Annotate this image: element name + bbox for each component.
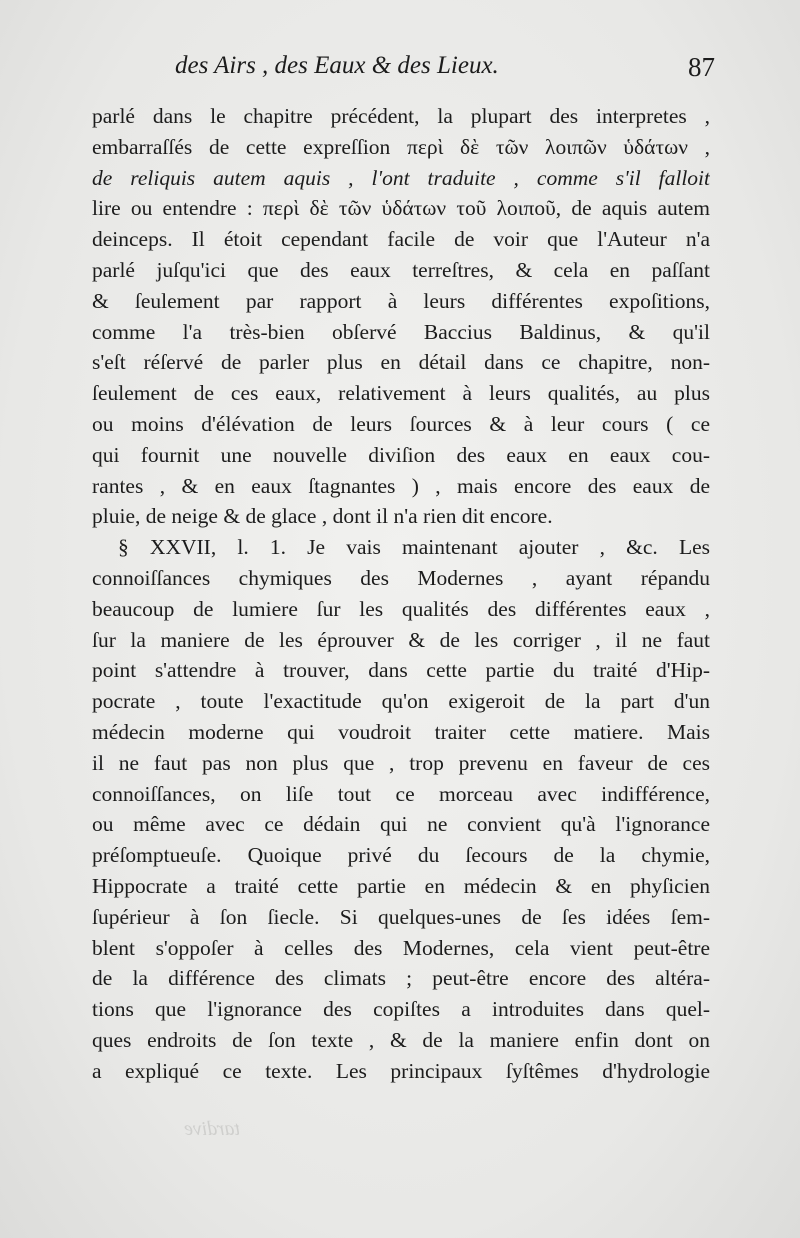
text-line: deinceps. Il étoit cependant facile de voir que l'Auteur n'a <box>92 227 710 252</box>
text-line: ſupérieur à ſon ſiecle. Si quelques-unes de ſes idées ſem- <box>92 904 710 929</box>
text-line: ſur la maniere de les éprouver & de les corriger , il ne faut <box>92 627 710 652</box>
text-line: & ſeulement par rapport à leurs différentes expoſitions, <box>92 288 710 313</box>
text-line: blent s'oppoſer à celles des Modernes, cela vient peut-être <box>92 935 710 960</box>
text-line: a expliqué ce texte. Les principaux ſyſtêmes d'hydrologie <box>92 1058 710 1083</box>
text-line: lire ou entendre : περὶ δὲ τῶν ὑδάτων τοῦ λοιποῦ, de aquis autem <box>92 196 710 221</box>
text-line: médecin moderne qui voudroit traiter cette matiere. Mais <box>92 719 710 744</box>
text-line: de reliquis autem aquis , l'ont traduite , comme s'il falloit <box>92 165 710 190</box>
text-line: s'eſt réſervé de parler plus en détail dans ce chapitre, non- <box>92 350 710 375</box>
text-line: parlé dans le chapitre précédent, la plupart des interpretes , <box>92 104 710 128</box>
text-line: préſomptueuſe. Quoique privé du ſecours de la chymie, <box>92 843 710 868</box>
text-line: beaucoup de lumiere ſur les qualités des différentes eaux , <box>92 596 710 621</box>
text-line: parlé juſqu'ici que des eaux terreſtres, & cela en paſſant <box>92 257 710 282</box>
text-line: pocrate , toute l'exactitude qu'on exigeroit de la part d'un <box>92 689 710 714</box>
text-line: ou même avec ce dédain qui ne convient qu'à l'ignorance <box>92 812 710 837</box>
text-line: de la différence des climats ; peut-être encore des altéra- <box>92 966 710 991</box>
page-header <box>175 52 715 88</box>
text-line: § XXVII, l. 1. Je vais maintenant ajouter , &c. Les <box>118 535 710 560</box>
text-line: il ne faut pas non plus que , trop prevenu en faveur de ces <box>92 750 710 775</box>
text-line: connoiſſances, on liſe tout ce morceau avec indifférence, <box>92 781 710 806</box>
text-line: connoiſſances chymiques des Modernes , ayant répandu <box>92 565 710 590</box>
text-line: qui fournit une nouvelle diviſion des eaux en eaux cou- <box>92 442 710 467</box>
text-line: ſeulement de ces eaux, relativement à leurs qualités, au plus <box>92 381 710 406</box>
page-number: 87 <box>688 52 715 82</box>
body-text <box>92 101 710 1087</box>
text-line: comme l'a très-bien obſervé Baccius Baldinus, & qu'il <box>92 319 710 344</box>
text-line: pluie, de neige & de glace , dont il n'a rien dit encore. <box>92 504 553 529</box>
text-line: ques endroits de ſon texte , & de la maniere enfin dont on <box>92 1027 710 1052</box>
running-title: des Airs , des Eaux & des Lieux. <box>175 52 499 79</box>
text-line: tions que l'ignorance des copiſtes a introduites dans quel- <box>92 997 710 1022</box>
text-line: Hippocrate a traité cette partie en médecin & en phyſicien <box>92 873 710 898</box>
text-line: point s'attendre à trouver, dans cette partie du traité d'Hip- <box>92 658 710 683</box>
text-line: embarraſſés de cette expreſſion περὶ δὲ τῶν λοιπῶν ὑδάτων , <box>92 134 710 159</box>
text-line: rantes , & en eaux ſtagnantes ) , mais encore des eaux de <box>92 473 710 498</box>
text-line: ou moins d'élévation de leurs ſources & à leur cours ( ce <box>92 411 710 436</box>
bleed-through-text: tardive <box>184 1118 240 1140</box>
